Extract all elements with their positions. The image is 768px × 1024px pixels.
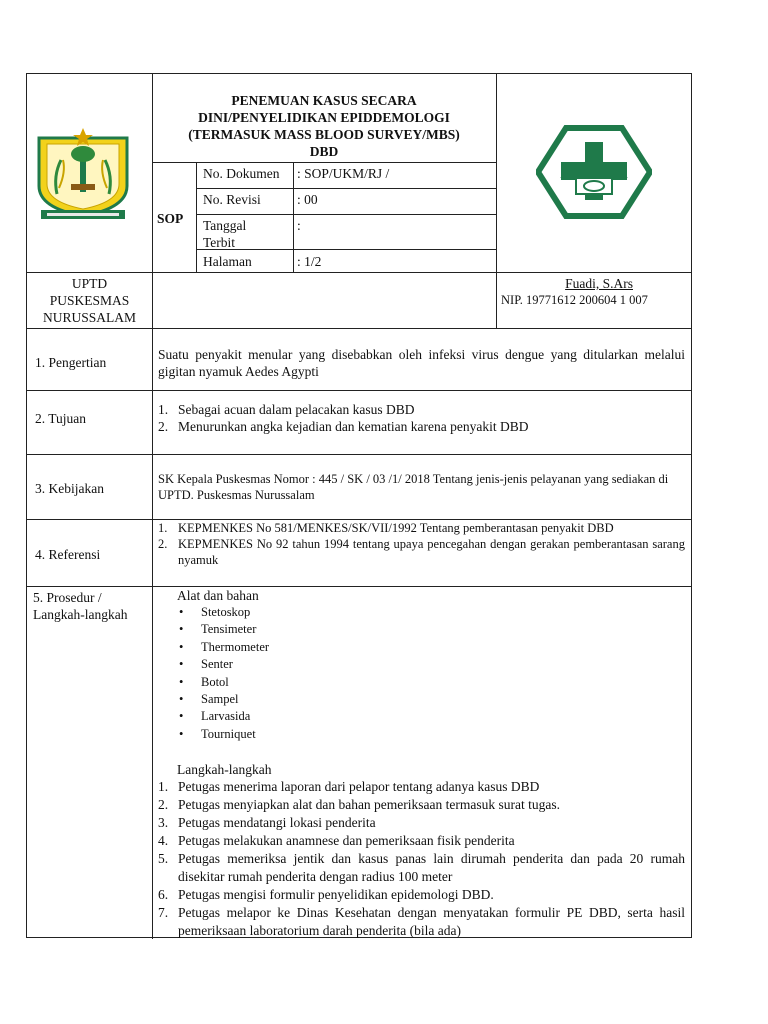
list-number: 2. [158,797,169,812]
list-number: 2. [158,419,169,434]
meta-value-tanggal: : [297,218,301,233]
section-line [27,586,691,587]
title-divider [152,162,496,163]
list-text: Petugas mengisi formulir penyelidikan epidemologi DBD. [178,887,494,902]
meta-row-line [196,214,496,215]
section-line [27,454,691,455]
list-text: Petugas menyiapkan alat dan bahan pemeriksaan termasuk surat tugas. [178,797,561,812]
meta-value-no-revisi: : 00 [297,192,318,207]
meta-divider [293,162,294,272]
column-divider [152,74,153,588]
list-number: 2. [158,537,168,551]
title-line-4: DBD [309,144,339,159]
section-label-pengertian: 1. Pengertian [35,355,107,370]
column-divider-right [496,74,497,328]
meta-label-no-revisi: No. Revisi [203,192,261,207]
list-number: 1. [158,521,168,535]
list-item [158,520,685,536]
list-number: 6. [158,887,169,902]
aceh-emblem-logo [33,124,133,222]
list-item [158,814,685,832]
sop-document [26,73,692,938]
langkah-list [158,778,685,940]
signer-name: Fuadi, S.Ars [565,276,633,291]
list-item: • Sampel [177,691,269,708]
sop-label: SOP [157,211,184,226]
list-text: Petugas melapor ke Dinas Kesehatan dengan menyatakan formulir PE DBD, serta hasil pemeriksaan laboratorium darah penderita (bila ada) [178,905,685,938]
meta-label-tanggal: Tanggal [203,218,247,233]
list-number: 7. [158,905,169,920]
tujuan-list [158,401,685,435]
list-item [158,778,685,796]
alat-heading: Alat dan bahan [177,588,259,603]
puskesmas-logo [536,122,652,222]
section-label-referensi: 4. Referensi [35,547,101,562]
list-text: Petugas melakukan anamnese dan pemeriksaan fisik penderita [178,833,515,848]
langkah-heading: Langkah-langkah [177,762,272,777]
list-item [158,904,685,940]
list-text: Petugas mendatangi lokasi penderita [178,815,376,830]
list-text: KEPMENKES No 92 tahun 1994 tentang upaya pencegahan dengan gerakan pemberantasan sarang nyamuk [178,537,685,567]
list-item: • Senter [177,656,269,673]
list-item [158,418,685,435]
list-item: • Stetoskop [177,604,269,621]
meta-row-line [196,249,496,250]
meta-value-halaman: : 1/2 [297,254,322,269]
title-line-3: (TERMASUK MASS BLOOD SURVEY/MBS) [188,127,460,142]
list-text: KEPMENKES No 581/MENKES/SK/VII/1992 Tentang pemberantasan penyakit DBD [178,521,614,535]
list-number: 4. [158,833,169,848]
column-divider-lower [152,586,153,939]
list-number: 3. [158,815,169,830]
list-number: 1. [158,402,169,417]
section-label-kebijakan: 3. Kebijakan [35,481,104,496]
list-item: • Tensimeter [177,621,269,638]
list-item: • Larvasida [177,708,269,725]
alat-list [177,604,269,743]
org-line-2: PUSKESMAS [49,293,130,308]
title-line-2: DINI/PENYELIDIKAN EPIDDEMOLOGI [198,110,450,125]
organization-name [27,275,152,326]
referensi-list [158,520,685,568]
meta-label-no-dokumen: No. Dokumen [203,166,280,181]
list-item: • Tourniquet [177,726,269,743]
section-line [27,328,691,329]
sop-divider [196,162,197,272]
meta-row-line [196,188,496,189]
list-text: Petugas memeriksa jentik dan kasus panas lain dirumah penderita dan pada 20 rumah disekitar rumah penderita dengan radius 100 meter [178,851,685,884]
list-text: Menurunkan angka kejadian dan kematian karena penyakit DBD [178,419,529,434]
list-item [158,832,685,850]
list-item [158,536,685,568]
list-number: 1. [158,779,169,794]
org-line-1: UPTD [71,276,108,291]
list-number: 5. [158,851,169,866]
org-line-3: NURUSSALAM [42,310,137,325]
meta-label-terbit: Terbit [203,235,236,250]
list-text: Sebagai acuan dalam pelacakan kasus DBD [178,402,415,417]
meta-value-no-dokumen: : SOP/UKM/RJ / [297,166,390,181]
kebijakan-text: SK Kepala Puskesmas Nomor : 445 / SK / 03 /1/ 2018 Tentang jenis-jenis pelayanan yang sediakan di UPTD. Puskesmas Nurussalam [158,472,669,502]
list-item [158,850,685,886]
section-label-tujuan: 2. Tujuan [35,411,87,426]
header-bottom-line [27,272,691,273]
section-line [27,390,691,391]
list-item [158,796,685,814]
list-item: • Thermometer [177,639,269,656]
meta-label-halaman: Halaman [203,254,252,269]
title-line-1: PENEMUAN KASUS SECARA [231,93,417,108]
list-item [158,886,685,904]
section-label-prosedur: 5. Prosedur / [33,590,102,605]
pengertian-text: Suatu penyakit menular yang disebabkan oleh infeksi virus dengue yang ditularkan melalui gigitan nyamuk Aedes Agypti [158,347,685,379]
list-item: • Botol [177,674,269,691]
section-label-langkah: Langkah-langkah [33,607,128,622]
list-item [158,401,685,418]
signer-nip: NIP. 19771612 200604 1 007 [501,293,648,307]
document-title [157,92,491,160]
list-text: Petugas menerima laporan dari pelapor tentang adanya kasus DBD [178,779,540,794]
